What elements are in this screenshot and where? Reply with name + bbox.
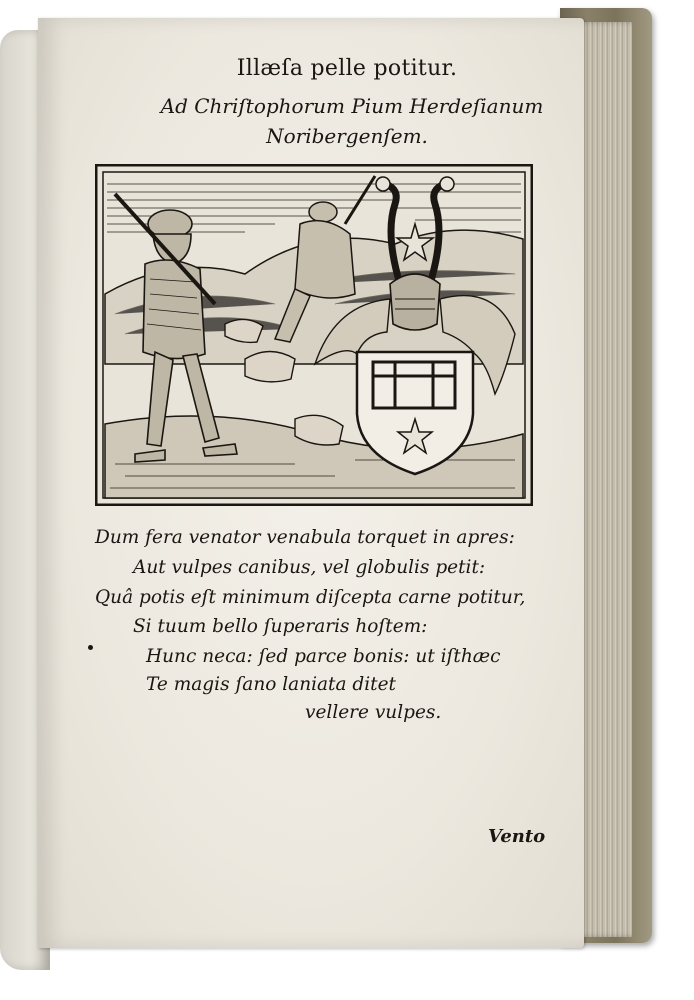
verse-line-3: Quâ potis eſt minimum diſcepta carne potitur,: [95, 587, 526, 608]
dedication-line-1: Ad Chriſtophorum Pium Herdeſianum: [160, 94, 544, 118]
dedication-line-2: Noribergenſem.: [266, 124, 428, 148]
verse-line-6: Te magis ſano laniata ditet: [146, 674, 396, 695]
catchword: Vento: [488, 826, 546, 847]
verse-line-2: Aut vulpes canibus, vel globulis petit:: [133, 557, 486, 578]
verse-line-4: Si tuum bello ſuperaris hoſtem:: [133, 616, 428, 637]
page-title: Illæſa pelle potitur.: [236, 56, 458, 81]
verse-line-7: vellere vulpes.: [305, 702, 442, 723]
verse-line-5: Hunc neca: ſed parce bonis: ut iſthæc: [146, 646, 501, 667]
verse-line-1: Dum fera venator venabula torquet in apres:: [95, 527, 515, 548]
woodcut-illustration: [95, 164, 533, 506]
ink-speck: [88, 645, 93, 650]
